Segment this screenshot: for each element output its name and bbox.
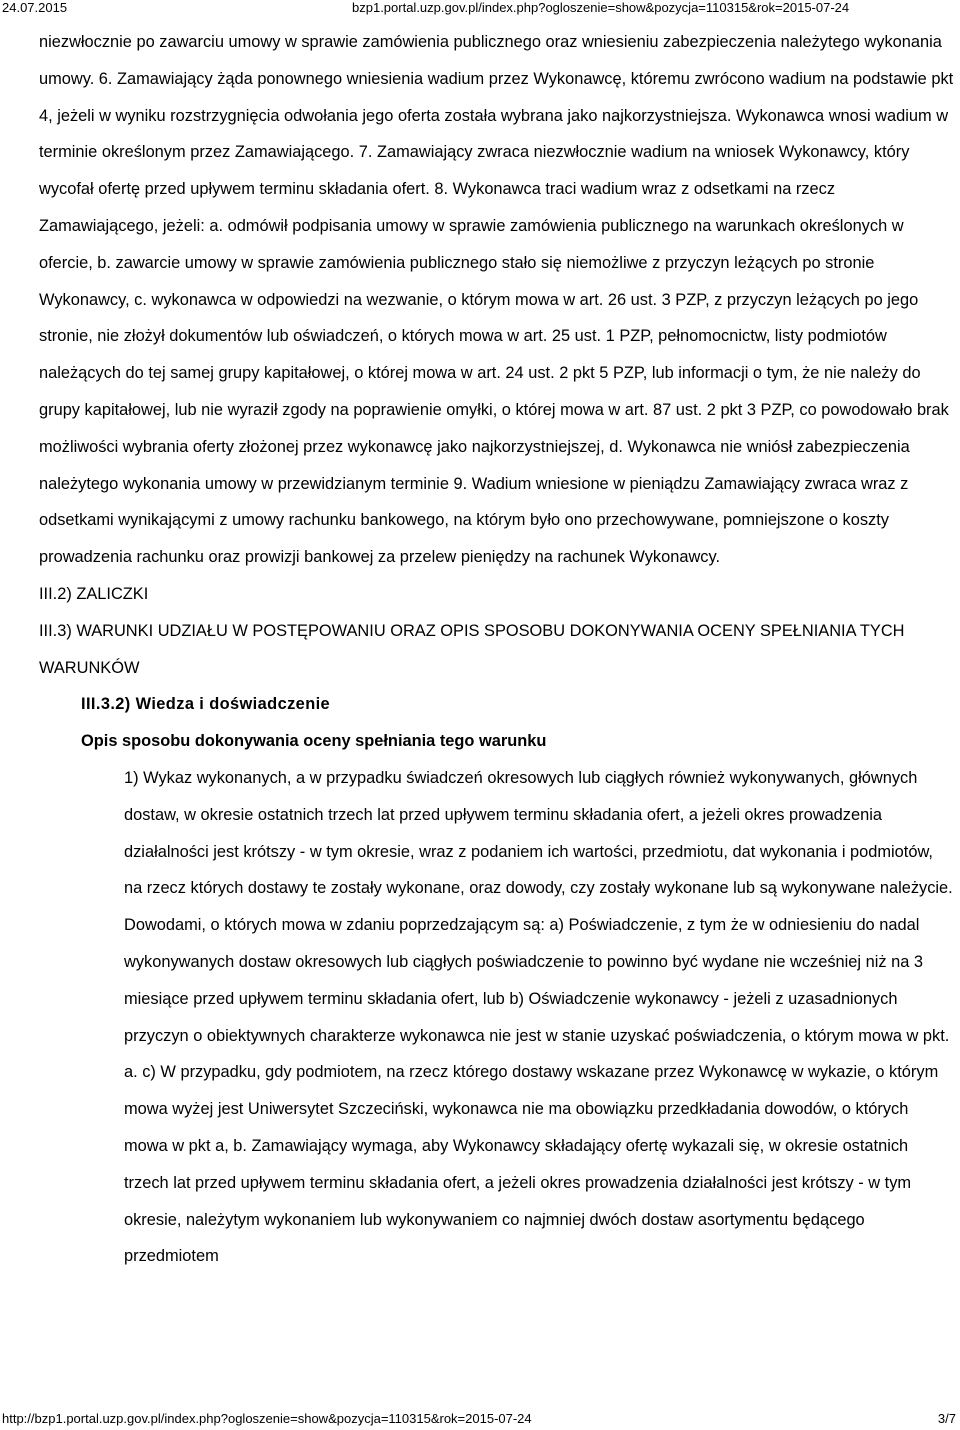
description-paragraph: 1) Wykaz wykonanych, a w przypadku świadczeń okresowych lub ciągłych również wykonywanych, głównych dostaw, w okresie ostatnich trzech lat przed upływem terminu składania ofert, a jeżeli okres prowadzenia działalności jest krótszy - w tym okresie, wraz z podaniem ich wartości, przedmiotu, dat wykonania i podmiotów, na rzecz których dostawy te zostały wykonane, oraz dowody, czy zostały wykonane lub są wykonywane należycie. Dowodami, o których mowa w zdaniu poprzedzającym są: a) Poświadczenie, z tym że w odniesieniu do nadal wykonywanych dostaw okresowych lub ciągłych poświadczenie to powinno być wydane nie wcześniej niż na 3 miesiące przed upływem terminu składania ofert, lub b) Oświadczenie wykonawcy - jeżeli z uzasadnionych przyczyn o obiektywnych charakterze wykonawca nie jest w stanie uzyskać poświadczenia, o którym mowa w pkt. a. c) W przypadku, gdy podmiotem, na rzecz którego dostawy wskazane przez Wykonawcę w wykazie, o którym mowa wyżej jest Uniwersytet Szczeciński, wykonawca nie ma obowiązku przedkładania dowodów, o których mowa w pkt a, b. Zamawiający wymaga, aby Wykonawcy składający ofertę wykazali się, w okresie ostatnich trzech lat przed upływem terminu składania ofert, a jeżeli okres prowadzenia działalności jest krótszy - w tym okresie, należytym wykonaniem lub wykonywaniem co najmniej dwóch dostaw asortymentu będącego przedmiotem <box>124 768 953 1266</box>
print-footer <box>0 1411 960 1427</box>
print-header <box>0 0 960 16</box>
page-number: 3/7 <box>937 1411 956 1426</box>
guarantee-deposit-paragraph: niezwłocznie po zawarciu umowy w sprawie zamówienia publicznego oraz wniesieniu zabezpieczenia należytego wykonania umowy. 6. Zamawiający żąda ponownego wniesienia wadium przez Wykonawcę, któremu zwrócono wadium na podstawie pkt 4, jeżeli w wyniku rozstrzygnięcia odwołania jego oferta została wybrana jako najkorzystniejsza. Wykonawca wnosi wadium w terminie określonym przez Zamawiającego. 7. Zamawiający zwraca niezwłocznie wadium na wniosek Wykonawcy, który wycofał ofertę przed upływem terminu składania ofert. 8. Wykonawca traci wadium wraz z odsetkami na rzecz Zamawiającego, jeżeli: a. odmówił podpisania umowy w sprawie zamówienia publicznego na warunkach określonych w ofercie, b. zawarcie umowy w sprawie zamówienia publicznego stało się niemożliwe z przyczyn leżących po stronie Wykonawcy, c. wykonawca w odpowiedzi na wezwanie, o którym mowa w art. 26 ust. 3 PZP, z przyczyn leżących po jego stronie, nie złożył dokumentów lub oświadczeń, o których mowa w art. 25 ust. 1 PZP, pełnomocnictw, listy podmiotów należących do tej samej grupy kapitałowej, o której mowa w art. 24 ust. 2 pkt 5 PZP, lub informacji o tym, że nie należy do grupy kapitałowej, lub nie wyraził zgody na poprawienie omyłki, o której mowa w art. 87 ust. 2 pkt 3 PZP, co powodowało brak możliwości wybrania oferty złożonej przez wykonawcę jako najkorzystniejszej, d. Wykonawca nie wniósł zabezpieczenia należytego wykonania umowy w przewidzianym terminie 9. Wadium wniesione w pieniądzu Zamawiający zwraca wraz z odsetkami wynikającymi z umowy rachunku bankowego, na którym było ono przechowywane, pomniejszone o koszty prowadzenia rachunku oraz prowizji bankowej za przelew pieniędzy na rachunek Wykonawcy. <box>39 33 954 567</box>
description-title: Opis sposobu dokonywania oceny spełniania tego warunku <box>81 732 547 751</box>
print-footer-url: http://bzp1.portal.uzp.gov.pl/index.php?ogloszenie=show&pozycja=110315&rok=2015-07-24 <box>2 1411 532 1426</box>
print-date: 24.07.2015 <box>2 0 68 15</box>
section-heading-conditions: III.3) WARUNKI UDZIAŁU W POSTĘPOWANIU ORAZ OPIS SPOSOBU DOKONYWANIA OCENY SPEŁNIANIA TYCH WARUNKÓW <box>39 621 905 677</box>
subsection-heading-knowledge: III.3.2) Wiedza i doświadczenie <box>81 695 331 714</box>
print-header-url: bzp1.portal.uzp.gov.pl/index.php?ogloszenie=show&pozycja=110315&rok=2015-07-24 <box>352 0 850 15</box>
document-content <box>39 24 954 1275</box>
section-heading-advance: III.2) ZALICZKI <box>39 584 149 603</box>
